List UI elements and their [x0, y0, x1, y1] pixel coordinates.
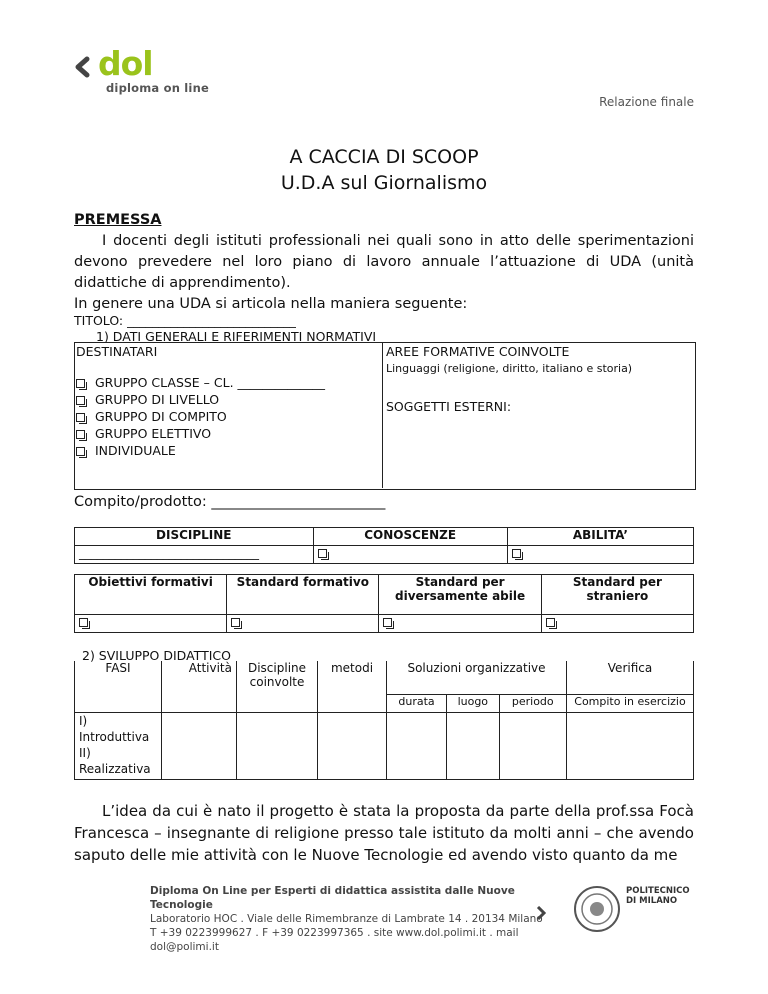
chevron-left-icon	[72, 56, 94, 78]
section-2-heading: 2) SVILUPPO DIDATTICO	[82, 648, 231, 663]
periodo-cell	[499, 712, 566, 779]
compito-esercizio-header: Compito in esercizio	[567, 694, 694, 712]
standard-straniero-cell	[541, 615, 693, 633]
sviluppo-didattico-table	[74, 661, 694, 780]
standard-diversamente-abile-header: Standard per diversamente abile	[379, 575, 541, 615]
fasi-rows-cell	[75, 712, 162, 779]
premessa-text: I docenti degli istituti professionali nei quali sono in atto delle sperimentazioni devono prevedere nel loro piano di lavoro annuale l’attuazione di UDA (unità didattiche di apprendimento).	[74, 233, 694, 291]
checkbox-item: GRUPPO ELETTIVO	[76, 425, 325, 442]
checkbox-icon	[318, 549, 327, 558]
politecnico-seal-icon	[572, 884, 622, 934]
standard-formativo-header: Standard formativo	[227, 575, 379, 615]
attivita-header: Attività	[162, 661, 237, 712]
page-subtitle: U.D.A sul Giornalismo	[280, 172, 488, 194]
fase-introduttiva: I) Introduttiva	[79, 713, 150, 744]
luogo-header: luogo	[447, 694, 499, 712]
soggetti-esterni-label: SOGGETTI ESTERNI:	[386, 399, 512, 414]
checkbox-icon	[76, 447, 85, 456]
checkbox-icon	[79, 618, 88, 627]
fasi-header: FASI	[75, 661, 162, 712]
durata-header: durata	[387, 694, 447, 712]
footer-line-1: Diploma On Line per Esperti di didattica assistita dalle Nuove Tecnologie	[150, 885, 515, 911]
abilita-header: ABILITA’	[507, 528, 693, 546]
footer-arrow-icon	[536, 906, 546, 920]
standard-diversamente-abile-cell	[379, 615, 541, 633]
obiettivi-header: Obiettivi formativi	[75, 575, 227, 615]
discipline-coinvolte-header: Discipline coinvolte	[237, 661, 318, 712]
obiettivi-cell	[75, 615, 227, 633]
verifica-header: Verifica	[567, 661, 694, 694]
soluzioni-header: Soluzioni organizzative	[387, 661, 567, 694]
premessa-heading: PREMESSA	[74, 212, 162, 228]
checkbox-icon	[76, 379, 85, 388]
standard-straniero-header: Standard per straniero	[541, 575, 693, 615]
politecnico-line-2: DI MILANO	[626, 896, 678, 906]
body-paragraph: L’idea da cui è nato il progetto è stata la proposta da parte della prof.ssa Focà Francesca – insegnante di religione presso tale istituto da molti anni – che avendo saputo delle mie attività con le Nuove Tecnologie ed avendo visto quanto da me	[74, 802, 694, 864]
aree-formative-label: AREE FORMATIVE COINVOLTE	[386, 344, 570, 359]
checkbox-icon	[383, 618, 392, 627]
checkbox-item: GRUPPO CLASSE – CL. ______________	[76, 374, 325, 391]
abilita-cell	[507, 546, 693, 564]
standard-formativo-cell	[227, 615, 379, 633]
discipline-cell: ______________________________	[75, 546, 314, 564]
attivita-cell	[162, 712, 237, 779]
premessa-text-2: In genere una UDA si articola nella maniera seguente:	[74, 296, 468, 312]
politecnico-label	[626, 886, 690, 906]
politecnico-line-1: POLITECNICO	[626, 886, 690, 896]
conoscenze-header: CONOSCENZE	[313, 528, 507, 546]
metodi-cell	[318, 712, 387, 779]
section-1-heading: 1) DATI GENERALI E RIFERIMENTI NORMATIVI	[96, 329, 377, 344]
checkbox-icon	[231, 618, 240, 627]
logo-word: dol	[98, 44, 153, 83]
footer-line-2: Laboratorio HOC . Viale delle Rimembranze di Lambrate 14 . 20134 Milano	[150, 913, 543, 925]
luogo-cell	[447, 712, 499, 779]
titolo-line: TITOLO: ___________________________	[74, 313, 296, 328]
conoscenze-cell	[313, 546, 507, 564]
document-type-label: Relazione finale	[599, 95, 694, 109]
discipline-cell	[237, 712, 318, 779]
periodo-header: periodo	[499, 694, 566, 712]
checkbox-icon	[512, 549, 521, 558]
standard-table	[74, 574, 694, 633]
fase-realizzativa: II) Realizzativa	[79, 745, 151, 776]
checkbox-item: GRUPPO DI COMPITO	[76, 408, 325, 425]
checkbox-icon	[76, 413, 85, 422]
checkbox-icon	[76, 396, 85, 405]
footer-line-3: T +39 0223999627 . F +39 0223997365 . site www.dol.polimi.it . mail dol@polimi.it	[150, 927, 519, 953]
destinatari-label: DESTINATARI	[76, 344, 158, 359]
aree-formative-value: Linguaggi (religione, diritto, italiano e storia)	[386, 362, 633, 375]
page-title: A CACCIA DI SCOOP	[289, 146, 479, 168]
footer-info	[150, 884, 550, 954]
destinatari-list	[76, 374, 325, 459]
checkbox-item: INDIVIDUALE	[76, 442, 325, 459]
dol-logo	[72, 44, 232, 98]
durata-cell	[387, 712, 447, 779]
discipline-table	[74, 527, 694, 564]
logo-subtitle: diploma on line	[106, 81, 209, 95]
compito-prodotto: Compito/prodotto: ________________________	[74, 494, 386, 510]
checkbox-item: GRUPPO DI LIVELLO	[76, 391, 325, 408]
metodi-header: metodi	[318, 661, 387, 712]
checkbox-icon	[546, 618, 555, 627]
discipline-header: DISCIPLINE	[75, 528, 314, 546]
verifica-cell	[567, 712, 694, 779]
checkbox-icon	[76, 430, 85, 439]
